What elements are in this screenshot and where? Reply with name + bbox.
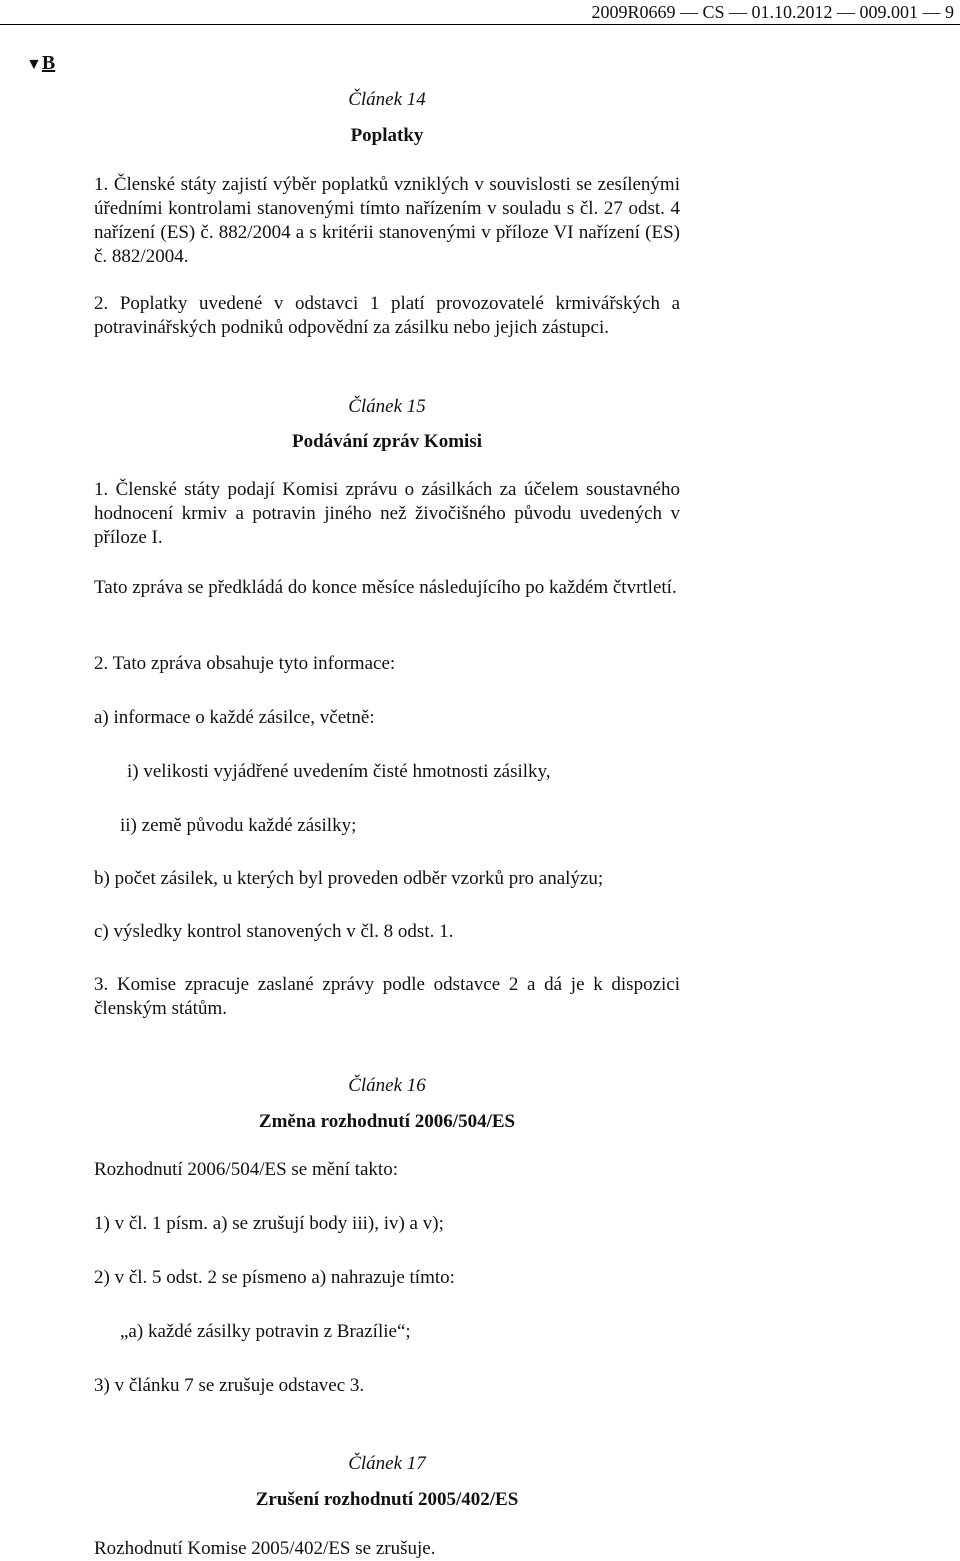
article-14-paragraph-2: 2. Poplatky uvedené v odstavci 1 platí provozovatelé krmivářských a potravinářských podniků odpovědní za zásilku nebo jejich zástupci. <box>94 293 680 338</box>
article-14-heading: Poplatky <box>350 125 424 146</box>
article-15-title: Článek 15 <box>348 396 426 417</box>
article-14-paragraph-1: 1. Členské státy zajistí výběr poplatků vzniklých v souvislosti se zesílenými úředními kontrolami stanovenými tímto nařízením v souladu s čl. 27 odst. 4 nařízení (ES) č. 882/2004 a s kritérii stanovenými v příloze VI nařízení (ES) č. 882/2004. <box>94 174 680 267</box>
article-15-paragraph-3: 3. Komise zpracuje zaslané zprávy podle odstavce 2 a dá je k dispozici členským státům. <box>94 974 680 1019</box>
article-17-text: Rozhodnutí Komise 2005/402/ES se zrušuje. <box>94 1538 436 1559</box>
article-16-item-3: 3) v článku 7 se zrušuje odstavec 3. <box>94 1375 365 1396</box>
article-15-item-c: c) výsledky kontrol stanovených v čl. 8 odst. 1. <box>94 921 454 942</box>
article-15-item-a-ii: ii) země původu každé zásilky; <box>120 815 357 836</box>
article-17-title: Článek 17 <box>348 1453 426 1474</box>
article-16-item-2-quote: „a) každé zásilky potravin z Brazílie“; <box>120 1321 411 1342</box>
article-16-intro: Rozhodnutí 2006/504/ES se mění takto: <box>94 1159 398 1180</box>
article-15-item-a-i: i) velikosti vyjádřené uvedením čisté hmotnosti zásilky, <box>127 761 551 782</box>
article-15-paragraph-1: 1. Členské státy podají Komisi zprávu o zásilkách za účelem soustavného hodnocení krmiv a potravin jiného než živočišného původu uvedených v příloze I. <box>94 479 680 548</box>
article-16-item-2: 2) v čl. 5 odst. 2 se písmeno a) nahrazuje tímto: <box>94 1267 455 1288</box>
article-15-item-b: b) počet zásilek, u kterých byl proveden odběr vzorků pro analýzu; <box>94 868 604 889</box>
article-16-title: Článek 16 <box>348 1075 426 1096</box>
article-17-heading: Zrušení rozhodnutí 2005/402/ES <box>255 1489 519 1510</box>
article-15-paragraph-2: 2. Tato zpráva obsahuje tyto informace: <box>94 653 396 674</box>
triangle-down-icon: ▼ <box>26 56 42 73</box>
article-14-title: Článek 14 <box>348 89 426 110</box>
article-15-item-a: a) informace o každé zásilce, včetně: <box>94 707 375 728</box>
article-15-heading: Podávání zpráv Komisi <box>291 431 482 452</box>
document-reference: 2009R0669 — CS — 01.10.2012 — 009.001 — 9 <box>591 2 954 22</box>
marker-label[interactable]: B <box>41 52 56 74</box>
article-16-item-1: 1) v čl. 1 písm. a) se zrušují body iii), iv) a v); <box>94 1213 444 1234</box>
document-header <box>0 0 960 25</box>
amendment-marker[interactable] <box>26 50 55 78</box>
article-16-heading: Změna rozhodnutí 2006/504/ES <box>258 1111 516 1132</box>
article-15-paragraph-1b: Tato zpráva se předkládá do konce měsíce následujícího po každém čtvrtletí. <box>94 577 677 598</box>
